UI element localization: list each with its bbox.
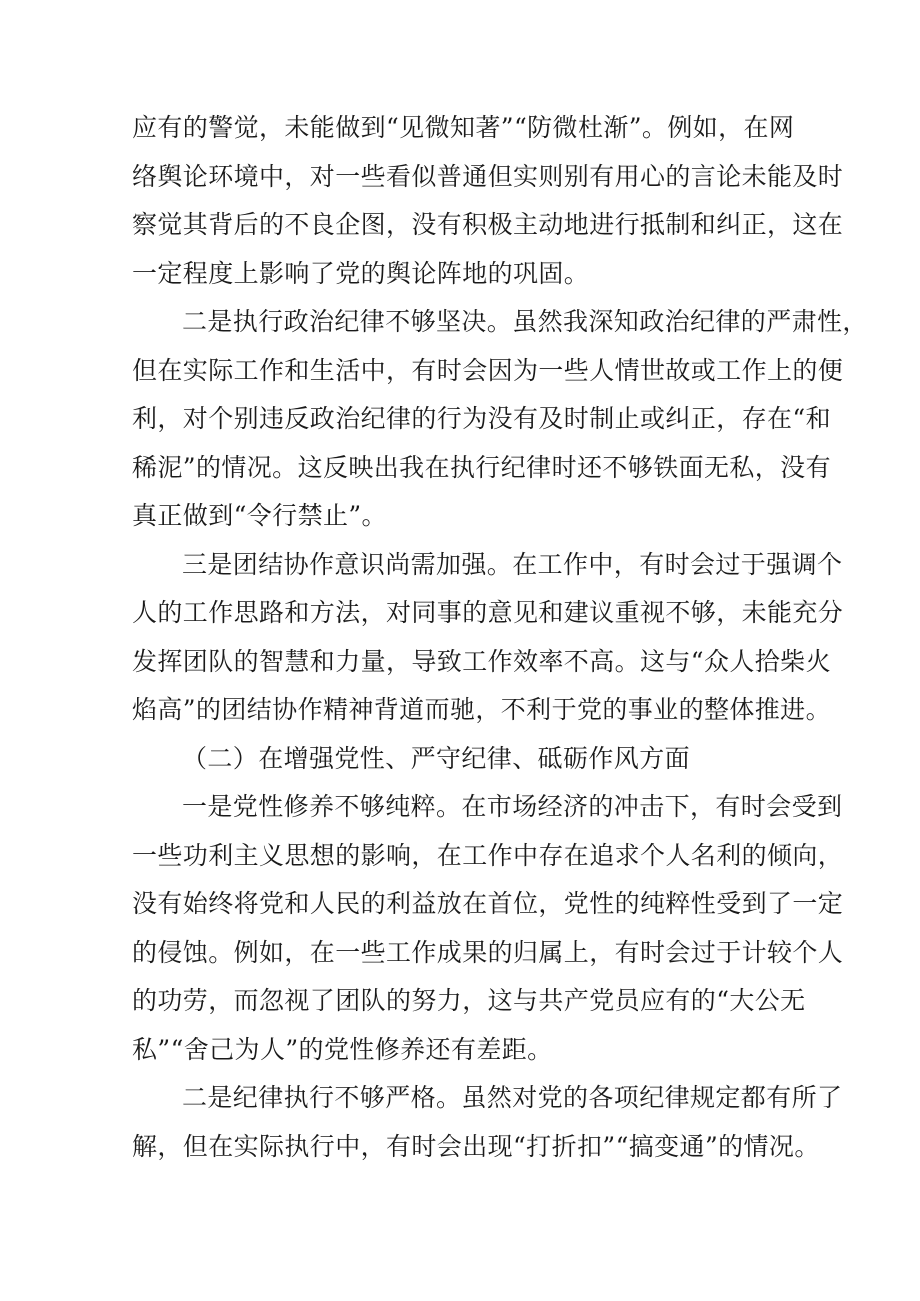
paragraph-line: 焰高”的团结协作精神背道而驰，不利于党的事业的整体推进。 [132, 695, 831, 724]
paragraph-line: 一些功利主义思想的影响，在工作中存在追求个人名利的倾向， [132, 840, 844, 870]
paragraph-line: 人的工作思路和方法，对同事的意见和建议重视不够，未能充分 [132, 598, 844, 627]
paragraph-line: 但在实际工作和生活中，有时会因为一些人情世故或工作上的便 [132, 355, 844, 385]
paragraph-line: 利，对个别违反政治纪律的行为没有及时制止或纠正，存在“和 [132, 404, 831, 433]
paragraph-line: 的侵蚀。例如，在一些工作成果的归属上，有时会过于计较个人 [132, 937, 844, 967]
paragraph-line: 察觉其背后的不良企图，没有积极主动地进行抵制和纠正，这在 [132, 210, 844, 239]
paragraph-line: 三是团结协作意识尚需加强。在工作中，有时会过于强调个 [182, 549, 843, 579]
paragraph-line: 发挥团队的智慧和力量，导致工作效率不高。这与“众人拾柴火 [132, 646, 831, 676]
paragraph-line: 没有始终将党和人民的利益放在首位，党性的纯粹性受到了一定 [132, 889, 844, 918]
paragraph-line: 应有的警觉，未能做到“见微知著”“防微杜渐”。例如，在网 [132, 113, 795, 142]
paragraph-line: 二是纪律执行不够严格。虽然对党的各项纪律规定都有所了 [182, 1083, 843, 1112]
paragraph-line: 真正做到“令行禁止”。 [132, 501, 387, 530]
paragraph-line: 一定程度上影响了党的舆论阵地的巩固。 [132, 258, 590, 288]
paragraph-line: 一是党性修养不够纯粹。在市场经济的冲击下，有时会受到 [182, 792, 843, 821]
paragraph-line: 解，但在实际执行中，有时会出现“打折扣”“搞变通”的情况。 [132, 1131, 820, 1161]
document-body [132, 104, 868, 1171]
paragraph-line: 二是执行政治纪律不够坚决。虽然我深知政治纪律的严肃性， [182, 307, 868, 336]
section-heading: （二）在增强党性、严守纪律、砥砺作风方面 [182, 743, 691, 773]
paragraph-line: 私”“舍己为人”的党性修养还有差距。 [132, 1034, 553, 1064]
paragraph-line: 的功劳，而忽视了团队的努力，这与共产党员应有的“大公无 [132, 986, 806, 1015]
paragraph-line: 络舆论环境中，对一些看似普通但实则别有用心的言论未能及时 [132, 161, 844, 191]
paragraph-line: 稀泥”的情况。这反映出我在执行纪律时还不够铁面无私，没有 [132, 452, 831, 482]
